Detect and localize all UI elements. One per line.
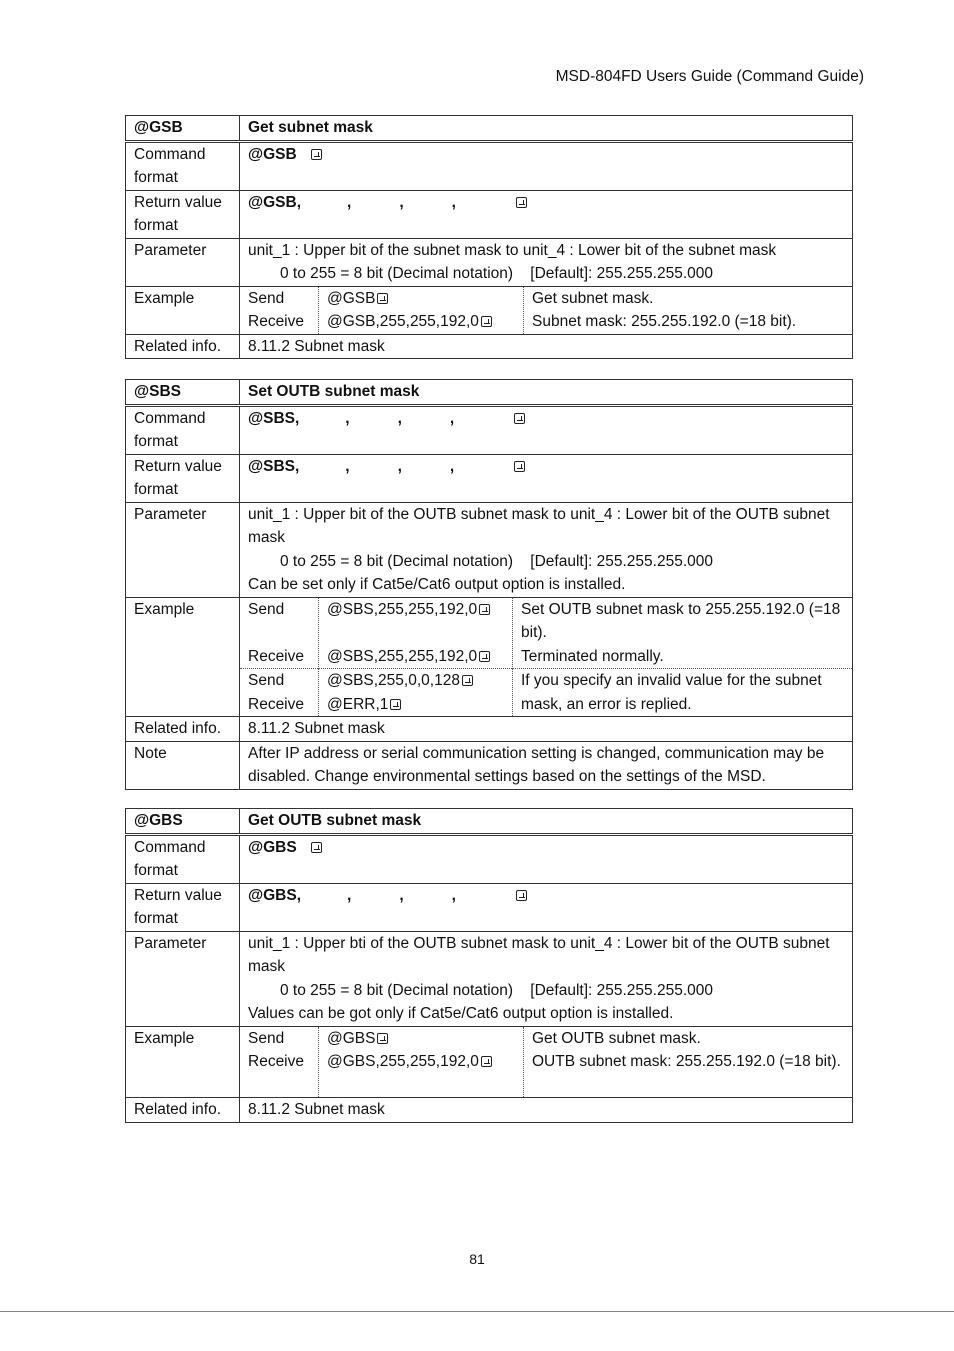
gsb-example-receive-label: Receive (248, 313, 304, 330)
separator-comma: , (345, 409, 350, 427)
gsb-parameter (240, 238, 853, 286)
gsb-return-format-text: @GSB, (248, 193, 302, 211)
sbs-example2-send-cmd: @SBS,255,0,0,128 (327, 672, 460, 689)
sbs-example (240, 597, 853, 717)
return-key-icon (481, 1056, 492, 1067)
gsb-command-format-label: Command format (126, 141, 240, 190)
sbs-note-label: Note (126, 741, 240, 789)
sbs-parameter (240, 502, 853, 597)
separator-comma: , (397, 457, 402, 475)
sbs-example1-receive-label: Receive (248, 647, 304, 665)
return-key-icon (377, 293, 388, 304)
sbs-example1-send-desc: Set OUTB subnet mask to 255.255.192.0 (=18 bit). (521, 600, 841, 641)
sbs-command-format-label: Command format (126, 405, 240, 454)
sbs-command-table (125, 379, 853, 790)
gsb-command-table (125, 115, 853, 359)
return-key-icon (462, 675, 473, 686)
gbs-command-table (125, 808, 853, 1123)
return-key-icon (479, 651, 490, 662)
gsb-return-format (240, 190, 853, 238)
gsb-example-send-cmd: @GSB (327, 289, 376, 307)
separator-comma: , (397, 409, 402, 427)
gbs-command-format-text: @GBS (248, 838, 297, 856)
gsb-related-info: 8.11.2 Subnet mask (240, 334, 853, 359)
gbs-example-label: Example (126, 1026, 240, 1098)
return-key-icon (311, 149, 322, 160)
sbs-related-label: Related info. (126, 717, 240, 742)
page-number: 81 (469, 1251, 485, 1267)
gbs-command-format-label: Command format (126, 834, 240, 883)
return-key-icon (481, 316, 492, 327)
sbs-parameter-line3: Can be set only if Cat5e/Cat6 output option is installed. (248, 576, 626, 593)
separator-comma: , (347, 193, 352, 211)
gbs-return-format-label: Return value format (126, 883, 240, 931)
return-key-icon (311, 842, 322, 853)
gbs-return-format-text: @GBS, (248, 886, 302, 904)
gbs-related-info: 8.11.2 Subnet mask (240, 1098, 853, 1123)
gsb-command-title: Get subnet mask (240, 116, 853, 142)
gsb-command-format-text: @GSB (248, 145, 297, 163)
gsb-parameter-line1: unit_1 : Upper bit of the subnet mask to unit_4 : Lower bit of the subnet mask (248, 241, 777, 259)
gsb-return-format-label: Return value format (126, 190, 240, 238)
footer-divider (0, 1311, 954, 1312)
gbs-parameter-line3: Values can be got only if Cat5e/Cat6 output option is installed. (248, 1005, 674, 1022)
gbs-parameter (240, 931, 853, 1026)
sbs-return-format (240, 454, 853, 502)
sbs-example-label: Example (126, 597, 240, 717)
return-key-icon (390, 699, 401, 710)
sbs-example2-desc: If you specify an invalid value for the subnet mask, an error is replied. (521, 672, 822, 713)
gbs-example-receive-cmd: @GBS,255,255,192,0 (327, 1053, 479, 1070)
sbs-example2-receive-label: Receive (248, 695, 304, 713)
return-key-icon (514, 461, 525, 472)
gbs-return-format (240, 883, 853, 931)
return-key-icon (514, 413, 525, 424)
return-key-icon (377, 1033, 388, 1044)
gbs-example-send-cmd: @GBS (327, 1029, 376, 1047)
sbs-example2-send-label: Send (248, 672, 285, 689)
gbs-example-send-desc: Get OUTB subnet mask. (532, 1029, 701, 1047)
gbs-example-send-label: Send (248, 1029, 285, 1047)
sbs-parameter-line1: unit_1 : Upper bit of the OUTB subnet mask to unit_4 : Lower bit of the OUTB subnet mask (248, 505, 830, 546)
gbs-command-title: Get OUTB subnet mask (240, 809, 853, 835)
sbs-parameter-label: Parameter (126, 502, 240, 597)
sbs-example1-send-cmd: @SBS,255,255,192,0 (327, 600, 478, 618)
gbs-command-name: @GBS (126, 809, 240, 835)
gbs-parameter-line1: unit_1 : Upper bti of the OUTB subnet mask to unit_4 : Lower bit of the OUTB subnet mask (248, 934, 830, 975)
gsb-command-format (240, 141, 853, 190)
gsb-parameter-line2: 0 to 255 = 8 bit (Decimal notation) [Default]: 255.255.255.000 (280, 265, 713, 282)
gbs-example (240, 1026, 853, 1098)
sbs-note: After IP address or serial communication setting is changed, communication may be disabled. Change environmental settings based on the settings of the MSD. (240, 741, 853, 789)
separator-comma: , (449, 409, 455, 427)
separator-comma: , (451, 886, 456, 904)
gsb-example-receive-cmd: @GSB,255,255,192,0 (327, 313, 479, 330)
sbs-example1-receive-desc: Terminated normally. (521, 647, 664, 665)
gsb-parameter-label: Parameter (126, 238, 240, 286)
gsb-example-send-label: Send (248, 289, 285, 307)
gbs-related-label: Related info. (126, 1098, 240, 1123)
gsb-example-label: Example (126, 286, 240, 334)
separator-comma: , (449, 457, 455, 475)
page-header: MSD-804FD Users Guide (Command Guide) (555, 68, 864, 85)
return-key-icon (479, 604, 490, 615)
gsb-related-label: Related info. (126, 334, 240, 359)
sbs-command-format (240, 405, 853, 454)
gbs-parameter-line2: 0 to 255 = 8 bit (Decimal notation) [Default]: 255.255.255.000 (280, 981, 713, 999)
sbs-parameter-line2: 0 to 255 = 8 bit (Decimal notation) [Default]: 255.255.255.000 (280, 552, 713, 570)
sbs-command-format-text: @SBS, (248, 409, 300, 427)
return-key-icon (516, 890, 527, 901)
gsb-command-name: @GSB (126, 116, 240, 142)
separator-comma: , (399, 886, 404, 904)
separator-comma: , (399, 193, 404, 211)
return-key-icon (516, 197, 527, 208)
sbs-related-info: 8.11.2 Subnet mask (240, 717, 853, 742)
gsb-example-send-desc: Get subnet mask. (532, 289, 654, 307)
gbs-example-receive-desc: OUTB subnet mask: 255.255.192.0 (=18 bit). (532, 1053, 841, 1070)
separator-comma: , (347, 886, 352, 904)
sbs-example1-send-label: Send (248, 600, 285, 618)
sbs-return-format-label: Return value format (126, 454, 240, 502)
gbs-command-format (240, 834, 853, 883)
gsb-example (240, 286, 853, 334)
sbs-example2-receive-cmd: @ERR,1 (327, 695, 389, 713)
sbs-example1-receive-cmd: @SBS,255,255,192,0 (327, 647, 478, 665)
separator-comma: , (451, 193, 456, 211)
sbs-command-title: Set OUTB subnet mask (240, 380, 853, 406)
gbs-example-receive-label: Receive (248, 1053, 304, 1070)
sbs-command-name: @SBS (126, 380, 240, 406)
separator-comma: , (345, 457, 350, 475)
gsb-example-receive-desc: Subnet mask: 255.255.192.0 (=18 bit). (532, 313, 797, 330)
sbs-return-format-text: @SBS, (248, 457, 300, 475)
gbs-parameter-label: Parameter (126, 931, 240, 1026)
